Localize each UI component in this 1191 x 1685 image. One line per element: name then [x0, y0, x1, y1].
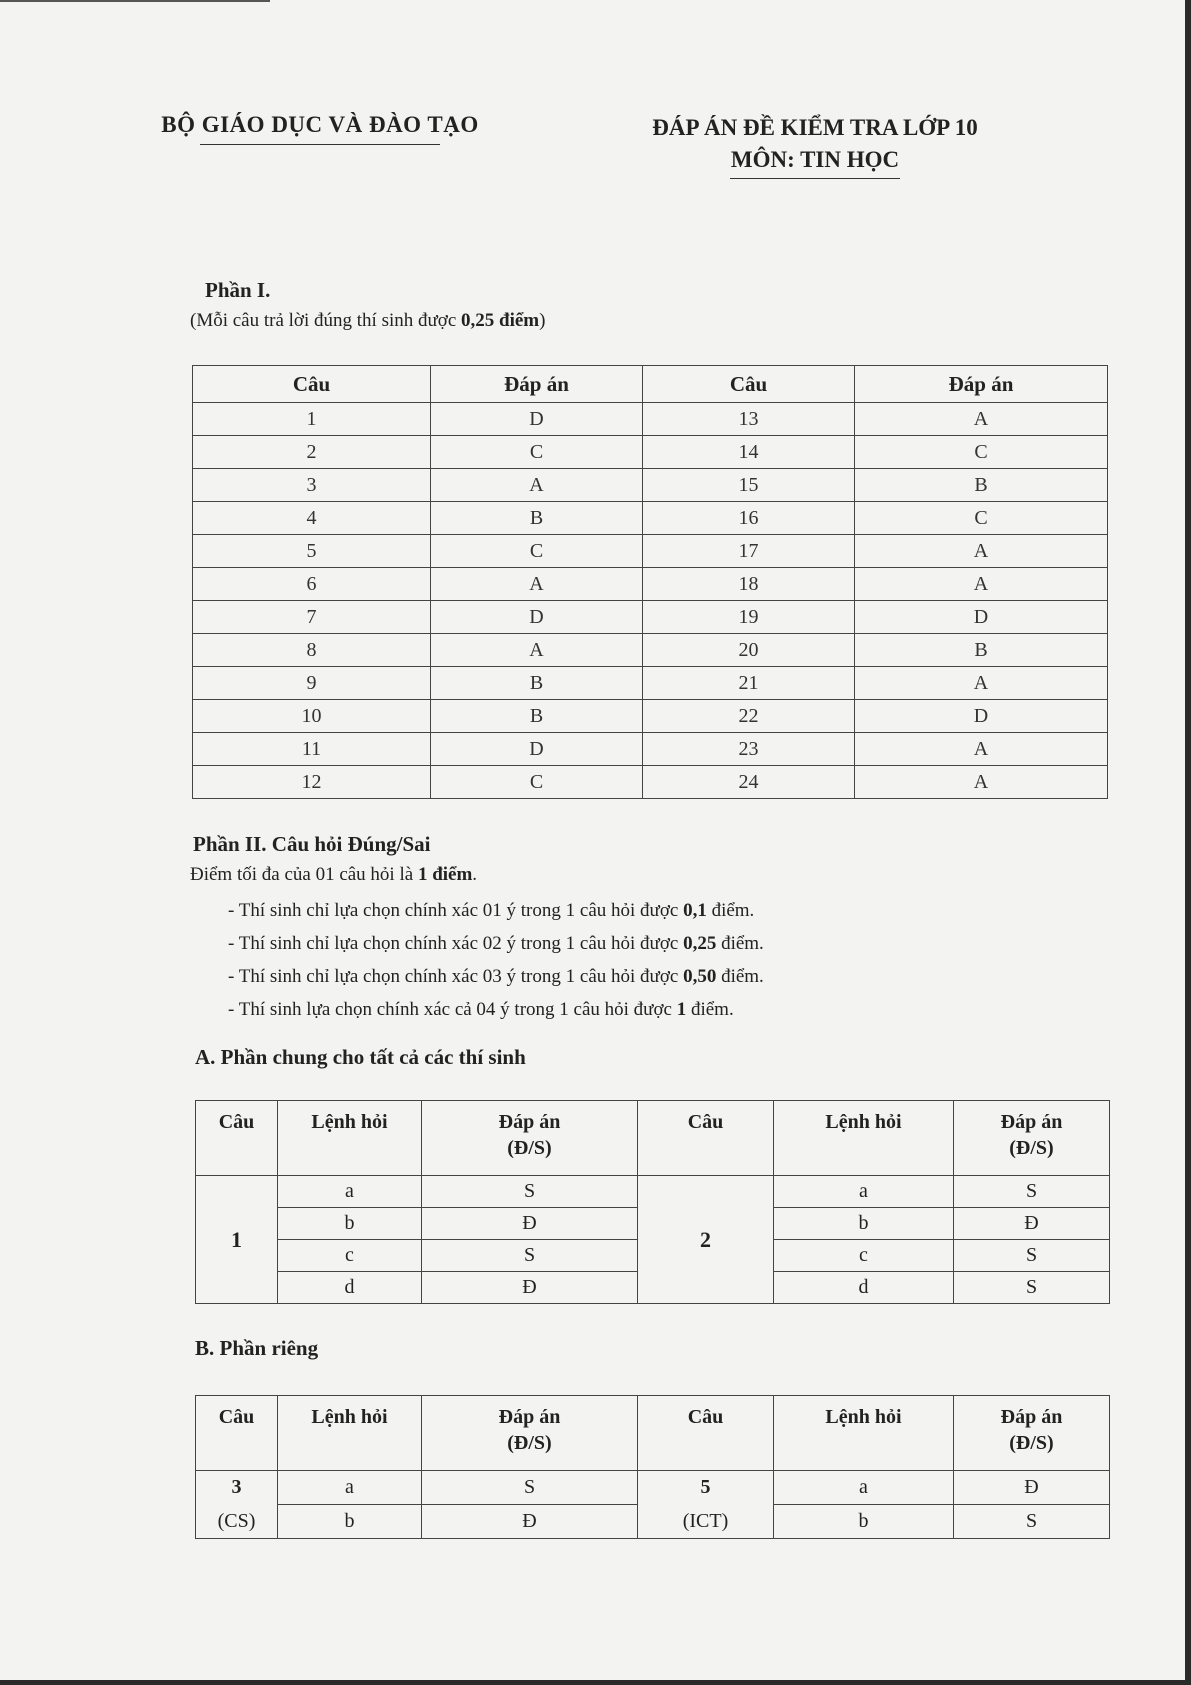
- table-row: [193, 502, 1108, 535]
- answer-cell: A: [855, 403, 1108, 436]
- doc-title: ĐÁP ÁN ĐỀ KIỂM TRA LỚP 10: [652, 115, 978, 140]
- table-row: [193, 403, 1108, 436]
- ministry-name: BỘ GIÁO DỤC VÀ ĐÀO TẠO: [161, 112, 479, 137]
- answer-cell: A: [855, 568, 1108, 601]
- answer-cell: D: [431, 601, 643, 634]
- question-number: 8: [193, 634, 431, 667]
- answer-cell: Đ: [954, 1208, 1110, 1240]
- table-row: [196, 1176, 1110, 1208]
- answer-cell: S: [422, 1176, 638, 1208]
- answer-cell: A: [855, 733, 1108, 766]
- question-track: (CS): [196, 1505, 278, 1539]
- statement-letter: d: [278, 1272, 422, 1304]
- col-header-line: Đáp án: [498, 1406, 561, 1428]
- col-header: Đáp án: [855, 366, 1108, 403]
- answer-cell: C: [431, 535, 643, 568]
- answer-cell: A: [855, 766, 1108, 799]
- scan-edge-right: [1185, 0, 1191, 1685]
- question-number: 22: [643, 700, 855, 733]
- answer-cell: A: [431, 634, 643, 667]
- answer-cell: B: [855, 469, 1108, 502]
- part1-note-text: (Mỗi câu trả lời đúng thí sinh được: [190, 310, 462, 331]
- col-header: Câu: [638, 1101, 774, 1176]
- rule-text: - Thí sinh lựa chọn chính xác cả 04 ý trong 1 câu hỏi được: [228, 999, 677, 1020]
- answer-cell: Đ: [422, 1272, 638, 1304]
- part1-title: Phần I.: [205, 278, 271, 302]
- col-header: Câu: [196, 1101, 278, 1176]
- rule-text: - Thí sinh chỉ lựa chọn chính xác 02 ý trong 1 câu hỏi được: [228, 933, 684, 954]
- answer-cell: D: [855, 700, 1108, 733]
- col-header: [954, 1101, 1110, 1176]
- answer-cell: A: [431, 568, 643, 601]
- question-number: 3: [193, 469, 431, 502]
- question-number: 24: [643, 766, 855, 799]
- question-number: 20: [643, 634, 855, 667]
- section-b-table: [195, 1395, 1110, 1539]
- rule-suffix: điểm.: [716, 966, 764, 987]
- col-header: [954, 1396, 1110, 1471]
- part1-note-points: 0,25 điểm: [461, 310, 540, 331]
- question-number: 21: [643, 667, 855, 700]
- answer-cell: B: [855, 634, 1108, 667]
- question-number: 16: [643, 502, 855, 535]
- scoring-rule: [228, 993, 764, 1026]
- table-row: [193, 667, 1108, 700]
- col-header-line: Đáp án: [1000, 1111, 1063, 1133]
- table-row: [193, 436, 1108, 469]
- scan-edge-bottom: [0, 1680, 1191, 1685]
- answer-cell: A: [855, 667, 1108, 700]
- answer-cell: D: [431, 733, 643, 766]
- scan-mark: [0, 0, 270, 2]
- answer-cell: A: [431, 469, 643, 502]
- rule-text: - Thí sinh chỉ lựa chọn chính xác 03 ý trong 1 câu hỏi được: [228, 966, 684, 987]
- answer-cell: C: [431, 766, 643, 799]
- col-header-line: Đáp án: [498, 1111, 561, 1133]
- answer-cell: D: [855, 601, 1108, 634]
- table-row: [193, 634, 1108, 667]
- col-header: Câu: [193, 366, 431, 403]
- rule-suffix: điểm.: [706, 900, 755, 921]
- col-header: Lệnh hỏi: [278, 1101, 422, 1176]
- question-number: 17: [643, 535, 855, 568]
- statement-letter: a: [278, 1471, 422, 1505]
- question-number: 15: [643, 469, 855, 502]
- answer-cell: B: [431, 502, 643, 535]
- answer-cell: C: [855, 436, 1108, 469]
- col-header-line: Đáp án: [1000, 1406, 1063, 1428]
- part2-max-text: Điểm tối đa của 01 câu hỏi là: [190, 864, 418, 885]
- question-number: 14: [643, 436, 855, 469]
- answer-cell: S: [954, 1272, 1110, 1304]
- table-header-row: [193, 366, 1108, 403]
- question-track: (ICT): [638, 1505, 774, 1539]
- rule-points: 0,1: [683, 900, 707, 921]
- question-number: 2: [193, 436, 431, 469]
- col-header: Câu: [643, 366, 855, 403]
- col-header: Câu: [196, 1396, 278, 1471]
- question-number: 13: [643, 403, 855, 436]
- answer-cell: Đ: [954, 1471, 1110, 1505]
- section-a-table: [195, 1100, 1110, 1304]
- scoring-rule: [228, 894, 764, 927]
- col-header: Câu: [638, 1396, 774, 1471]
- question-number: 9: [193, 667, 431, 700]
- answer-cell: S: [954, 1505, 1110, 1539]
- question-number: 1: [193, 403, 431, 436]
- subject-underline: [730, 178, 900, 179]
- part1-note-suffix: ): [539, 310, 546, 331]
- answer-cell: S: [954, 1240, 1110, 1272]
- col-header-line: (Đ/S): [1009, 1432, 1054, 1454]
- answer-cell: S: [422, 1240, 638, 1272]
- statement-letter: c: [774, 1240, 954, 1272]
- table-row: [193, 568, 1108, 601]
- table-row: [193, 601, 1108, 634]
- question-number: 7: [193, 601, 431, 634]
- header-ministry: [130, 112, 510, 145]
- table-row: [193, 733, 1108, 766]
- statement-letter: b: [278, 1505, 422, 1539]
- col-header: Lệnh hỏi: [278, 1396, 422, 1471]
- table-row: [196, 1505, 1110, 1539]
- answer-cell: Đ: [422, 1208, 638, 1240]
- subject-title: MÔN: TIN HỌC: [730, 147, 900, 172]
- question-number: 3: [196, 1471, 278, 1505]
- part2-max-points: 1 điểm: [417, 864, 473, 885]
- col-header-line: (Đ/S): [1009, 1137, 1054, 1159]
- rule-points: 1: [676, 999, 687, 1020]
- table-header-row: [196, 1101, 1110, 1176]
- question-number: 6: [193, 568, 431, 601]
- answer-cell: S: [422, 1471, 638, 1505]
- question-number: 10: [193, 700, 431, 733]
- statement-letter: d: [774, 1272, 954, 1304]
- table-header-row: [196, 1396, 1110, 1471]
- col-header: Đáp án: [431, 366, 643, 403]
- part2-title: Phần II. Câu hỏi Đúng/Sai: [193, 832, 431, 856]
- col-header: Lệnh hỏi: [774, 1396, 954, 1471]
- header-title: [590, 112, 1040, 179]
- statement-letter: b: [278, 1208, 422, 1240]
- statement-letter: a: [774, 1471, 954, 1505]
- col-header: [422, 1396, 638, 1471]
- answer-cell: D: [431, 403, 643, 436]
- col-header-line: (Đ/S): [507, 1137, 552, 1159]
- question-number: 5: [638, 1471, 774, 1505]
- ministry-underline: [200, 144, 440, 145]
- answer-cell: B: [431, 667, 643, 700]
- question-number: 2: [638, 1176, 774, 1304]
- section-b-title: B. Phần riêng: [195, 1336, 319, 1360]
- answer-cell: A: [855, 535, 1108, 568]
- part1-answer-table: [192, 365, 1108, 799]
- question-number: 4: [193, 502, 431, 535]
- col-header-line: (Đ/S): [507, 1432, 552, 1454]
- question-number: 18: [643, 568, 855, 601]
- question-number: 12: [193, 766, 431, 799]
- rule-points: 0,25: [683, 933, 717, 954]
- table-row: [193, 469, 1108, 502]
- section-a-title: A. Phần chung cho tất cả các thí sinh: [195, 1045, 526, 1069]
- statement-letter: a: [278, 1176, 422, 1208]
- statement-letter: b: [774, 1208, 954, 1240]
- rule-suffix: điểm.: [686, 999, 734, 1020]
- answer-cell: C: [855, 502, 1108, 535]
- question-number: 11: [193, 733, 431, 766]
- question-number: 19: [643, 601, 855, 634]
- table-row: [196, 1471, 1110, 1505]
- part2-max-suffix: .: [472, 864, 478, 885]
- table-row: [193, 535, 1108, 568]
- statement-letter: a: [774, 1176, 954, 1208]
- scoring-rules: [228, 894, 764, 1026]
- rule-suffix: điểm.: [716, 933, 764, 954]
- answer-cell: B: [431, 700, 643, 733]
- table-row: [193, 766, 1108, 799]
- answer-cell: C: [431, 436, 643, 469]
- scoring-rule: [228, 927, 764, 960]
- statement-letter: b: [774, 1505, 954, 1539]
- part1-note: [190, 310, 545, 332]
- col-header: Lệnh hỏi: [774, 1101, 954, 1176]
- table-row: [193, 700, 1108, 733]
- question-number: 23: [643, 733, 855, 766]
- statement-letter: c: [278, 1240, 422, 1272]
- scoring-rule: [228, 960, 764, 993]
- answer-cell: Đ: [422, 1505, 638, 1539]
- part2-max-note: [190, 864, 477, 886]
- answer-cell: S: [954, 1176, 1110, 1208]
- question-number: 1: [196, 1176, 278, 1304]
- rule-points: 0,50: [683, 966, 717, 987]
- question-number: 5: [193, 535, 431, 568]
- rule-text: - Thí sinh chỉ lựa chọn chính xác 01 ý trong 1 câu hỏi được: [228, 900, 684, 921]
- col-header: [422, 1101, 638, 1176]
